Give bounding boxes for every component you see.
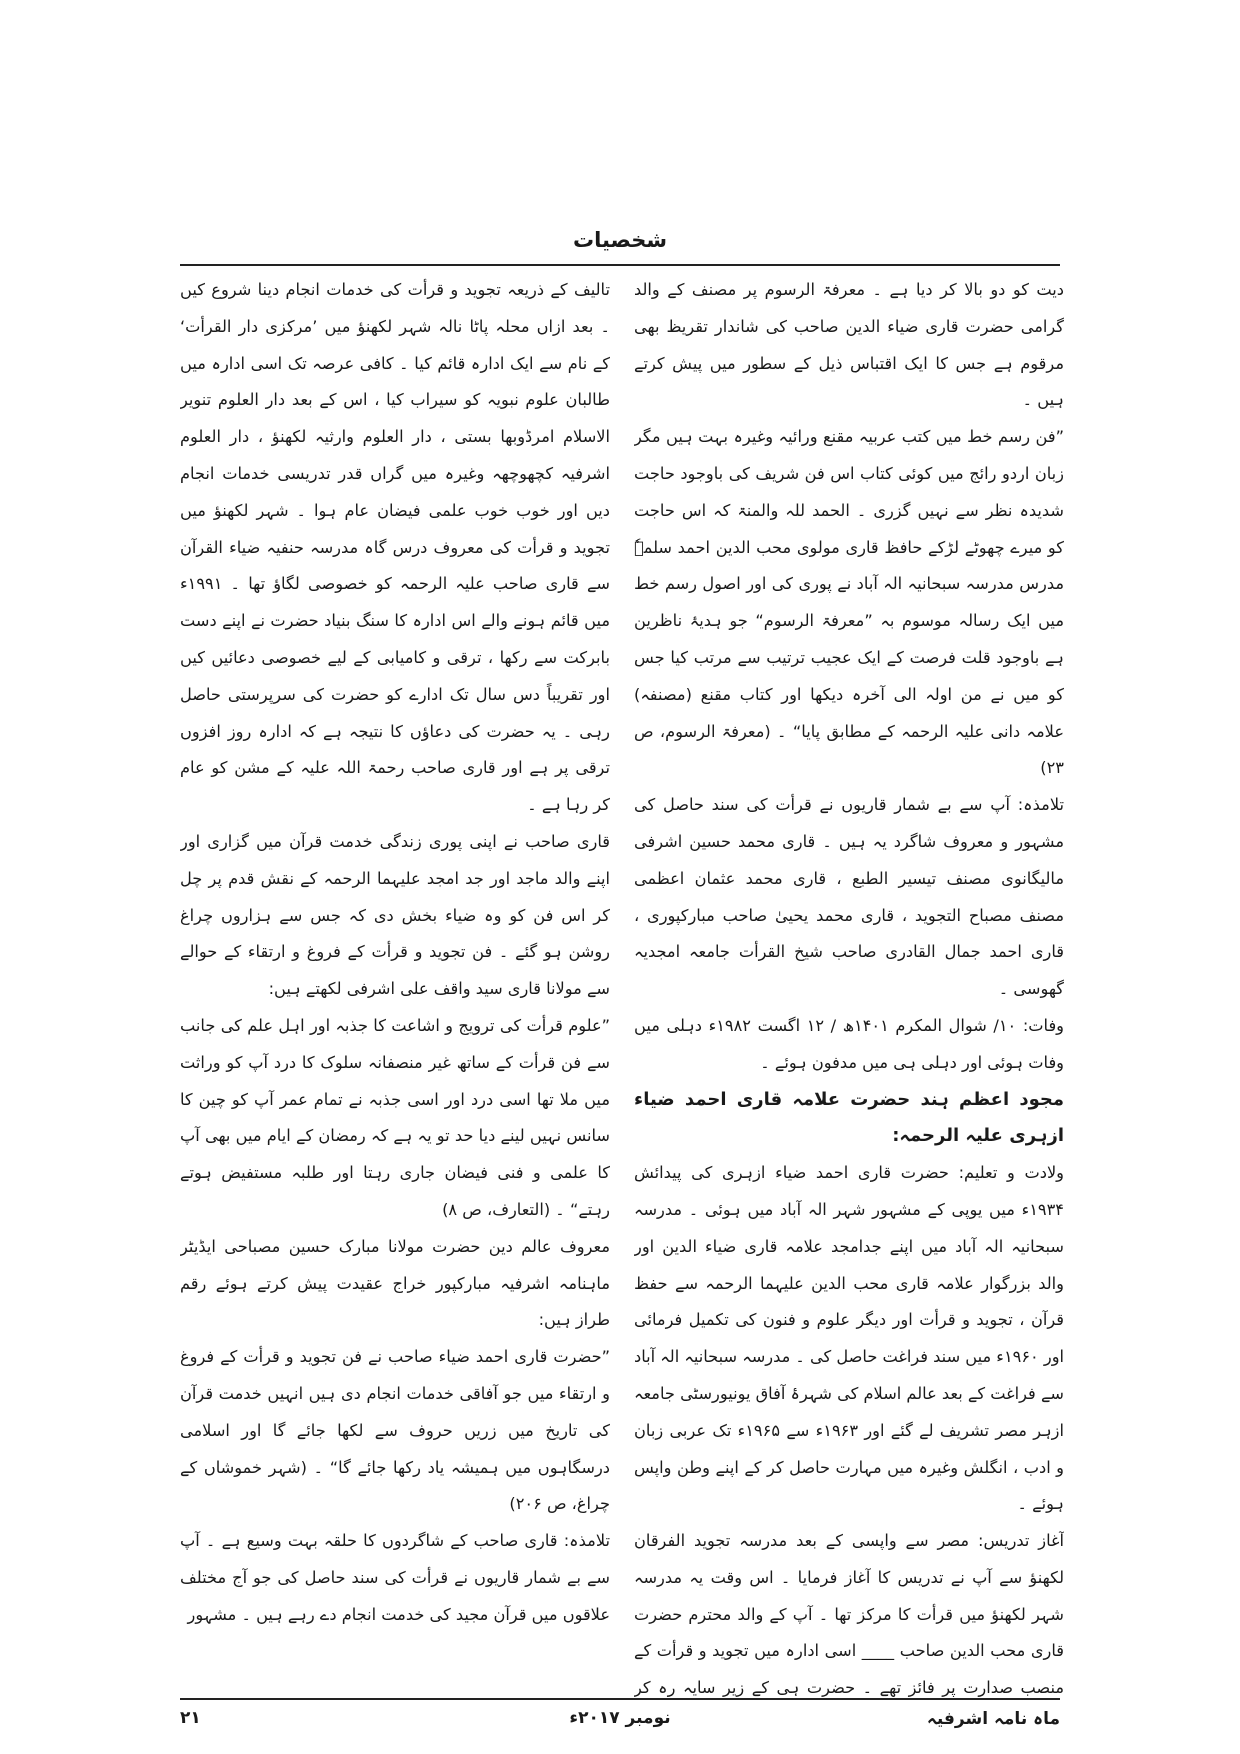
paragraph: تالیف کے ذریعہ تجوید و قرأت کی خدمات انجام دینا شروع کیں ۔ بعد ازاں محلہ پاٹا نالہ شہر لکھنؤ میں ’مرکزی دار القرأت‘ کے نام سے ایک ادارہ قائم کیا ۔ کافی عرصہ تک اسی ادارہ میں طالبان علوم نبویہ کو سیراب کیا ، اس کے بعد دار العلوم تنویر الاسلام امرڈوبھا بستی ، دار العلوم وارثیہ لکھنؤ ، دار العلوم اشرفیہ کچھوچھہ وغیرہ میں گراں قدر تدریسی خدمات انجام دیں اور خوب خوب علمی فیضان عام ہوا ۔ شہر لکھنؤ میں تجوید و قرأت کی معروف درس گاہ مدرسہ حنفیہ ضیاء القرآن سے قاری صاحب علیہ الرحمہ کو خصوصی لگاؤ تھا ۔ ۱۹۹۱ء میں قائم ہونے والے اس ادارہ کا سنگ بنیاد حضرت نے اپنے دست بابرکت سے رکھا ، ترقی و کامیابی کے لیے خصوصی دعائیں کیں اور تقریباً دس سال تک ادارے کو حضرت کی سرپرستی حاصل رہی ۔ یہ حضرت کی دعاؤں کا نتیجہ ہے کہ ادارہ روز افزوں ترقی پر ہے اور قاری صاحب رحمۃ اللہ علیہ کے مشن کو عام کر رہا ہے ۔: [180, 280, 610, 815]
paragraph: معروف عالم دین حضرت مولانا مبارک حسین مصباحی ایڈیٹر ماہنامہ اشرفیہ مبارکپور خراج عقیدت پیش کرتے ہوئے رقم طراز ہیں:: [180, 1236, 610, 1330]
quote-paragraph: ”حضرت قاری احمد ضیاء صاحب نے فن تجوید و قرأت کے فروغ و ارتقاء میں جو آفاقی خدمات انجام دی ہیں انہیں خدمت قرآن کی تاریخ میں زریں حروف سے لکھا جائے گا اور اسلامی درسگاہوں میں ہمیشہ یاد رکھا جائے گا“ ۔ (شہر خموشاں کے چراغ، ص ۲۰۶): [180, 1347, 610, 1514]
paragraph-students: تلامذہ: قاری صاحب کے شاگردوں کا حلقہ بہت وسیع ہے ۔ آپ سے بے شمار قاریوں نے قرأت کی سند حاصل کی جو آج مختلف علاقوں میں قرآن مجید کی خدمت انجام دے رہے ہیں ۔ مشہور: [180, 1531, 610, 1624]
quote-paragraph: ”علوم قرأت کی ترویج و اشاعت کا جذبہ اور اہل علم کی جانب سے فن قرأت کے ساتھ غیر منصفانہ سلوک کا درد آپ کو وراثت میں ملا تھا اسی درد اور اسی جذبہ نے تمام عمر آپ کو چین کا سانس نہیں لینے دیا حد تو یہ ہے کہ رمضان کے ایام میں بھی آپ کا علمی و فنی فیضان جاری رہتا اور طلبہ مستفیض ہوتے رہتے“ ۔ (التعارف، ص ۸): [180, 1015, 610, 1219]
left-column: [180, 272, 610, 1697]
header-divider: [180, 264, 1060, 266]
footer-magazine-name: ماہ نامہ اشرفیہ: [926, 1709, 1060, 1729]
paragraph-students: تلامذہ: آپ سے بے شمار قاریوں نے قرأت کی سند حاصل کی مشہور و معروف شاگرد یہ ہیں ۔ قاری محمد حسین اشرفی مالیگانوی مصنف تیسیر الطبع ، قاری محمد عثمان اعظمی مصنف مصباح التجوید ، قاری محمد یحییٰ صاحب مبارکپوری ، قاری احمد جمال القادری صاحب شیخ القرأت جامعہ امجدیہ گھوسی ۔: [634, 795, 1064, 999]
page-section-title: شخصیات: [572, 228, 668, 252]
right-column: [634, 272, 1064, 1697]
paragraph: قاری صاحب نے اپنی پوری زندگی خدمت قرآن میں گزاری اور اپنے والد ماجد اور جد امجد علیہما الرحمہ کے نقش قدم پر چل کر اس فن کو وہ ضیاء بخش دی کہ جس سے ہزاروں چراغ روشن ہو گئے ۔ فن تجوید و قرأت کے فروغ و ارتقاء کے حوالے سے مولانا قاری سید واقف علی اشرفی لکھتے ہیں:: [180, 831, 610, 999]
paragraph-birth-education: ولادت و تعلیم: حضرت قاری احمد ضیاء ازہری کی پیدائش ۱۹۳۴ء میں یوپی کے مشہور شہر الہ آباد میں ہوئی ۔ مدرسہ سبحانیہ الہ آباد میں اپنے جدامجد علامہ قاری ضیاء الدین اور والد بزرگوار علامہ قاری محب الدین علیہما الرحمہ سے حفظ قرآن ، تجوید و قرأت اور دیگر علوم و فنون کی تکمیل فرمائی اور ۱۹۶۰ء میں سند فراغت حاصل کی ۔ مدرسہ سبحانیہ الہ آباد سے فراغت کے بعد عالم اسلام کی شہرۂ آفاق یونیورسٹی جامعہ ازہر مصر تشریف لے گئے اور ۱۹۶۳ء سے ۱۹۶۵ء تک عربی زبان و ادب ، انگلش وغیرہ میں مہارت حاصل کر کے اپنے وطن واپس ہوئے ۔: [634, 1163, 1064, 1514]
paragraph-teaching-start: آغاز تدریس: مصر سے واپسی کے بعد مدرسہ تجوید الفرقان لکھنؤ سے آپ نے تدریس کا آغاز فرمایا ۔ اس وقت یہ مدرسہ شہر لکھنؤ میں قرأت کا مرکز تھا ۔ آپ کے والد محترم حضرت قاری محب الدین صاحب ____ اسی ادارہ میں تجوید و قرأت کے منصب صدارت پر فائز تھے ۔ حضرت ہی کے زیر سایہ رہ کر: [634, 1531, 1064, 1697]
footer-issue-date: نومبر ۲۰۱۷ء: [569, 1708, 671, 1728]
paragraph-death: وفات: ۱۰/ شوال المکرم ۱۴۰۱ھ / ۱۲ اگست ۱۹۸۲ء دہلی میں وفات ہوئی اور دہلی ہی میں مدفون ہوئے ۔: [634, 1015, 1064, 1072]
paragraph: دیت کو دو بالا کر دیا ہے ۔ معرفۃ الرسوم پر مصنف کے والد گرامی حضرت قاری ضیاء الدین صاحب کی شاندار تقریظ بھی مرقوم ہے جس کا ایک اقتباس ذیل کے سطور میں پیش کرتے ہیں ۔: [634, 280, 1064, 410]
page-number: ۲۱: [180, 1708, 201, 1728]
section-heading: مجود اعظم ہند حضرت علامہ قاری احمد ضیاء ازہری علیہ الرحمہ:: [634, 1088, 1064, 1147]
quote-paragraph: ”فن رسم خط میں کتب عربیہ مقنع ورائیہ وغیرہ بہت ہیں مگر زبان اردو رائج میں کوئی کتاب اس فن شریف کی باوجود حاجت شدیدہ نظر سے نہیں گزری ۔ الحمد للہ والمنۃ کہ اس حاجت کو میرے چھوٹے لڑکے حافظ قاری مولوی محب الدین احمد سلمہٗ مدرس مدرسہ سبحانیہ الہ آباد نے پوری کی اور اصول رسم خط میں ایک رسالہ موسوم بہ ”معرفۃ الرسوم“ جو ہدیۂ ناظرین ہے باوجود قلت فرصت کے ایک عجیب ترتیب سے مرتب کیا جس کو میں نے من اولہ الی آخرہ دیکھا اور کتاب مقنع (مصنفہ) علامہ دانی علیہ الرحمہ کے مطابق پایا“ ۔ (معرفۃ الرسوم، ص ۲۳): [634, 427, 1064, 778]
footer-divider: [180, 1698, 1060, 1700]
